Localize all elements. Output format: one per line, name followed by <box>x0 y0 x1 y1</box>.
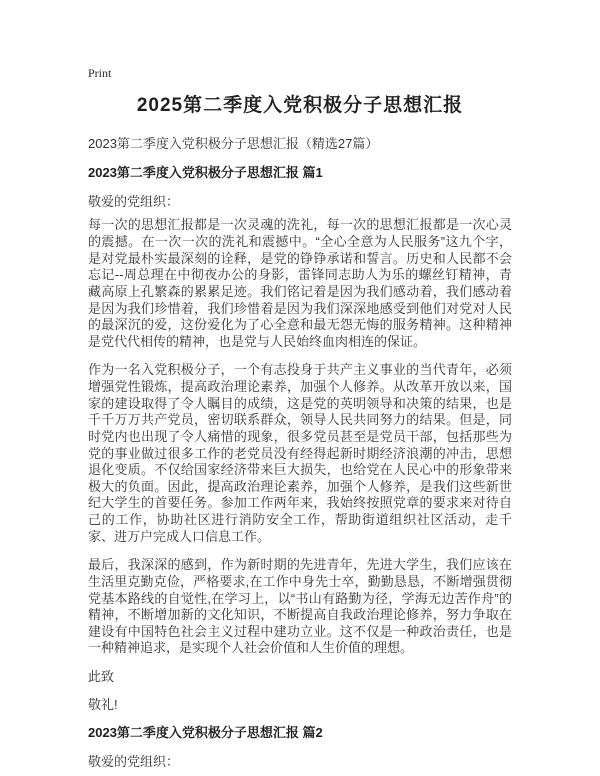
section-1-heading: 2023第二季度入党积极分子思想汇报 篇1 <box>88 164 323 180</box>
page-title: 2025第二季度入党积极分子思想汇报 <box>136 95 464 116</box>
section-2-salutation: 敬爱的党组织： <box>88 753 180 769</box>
section-1-paragraph-1: 每一次的思想汇报都是一次灵魂的洗礼，每一次的思想汇报都是一次心灵的震撼。在一次一次的洗礼和震撼中。“全心全意为人民服务”这九个字，是对党最朴实最深刻的诠释，是党的铮铮承诺和誓言。历史和人民都不会忘记--周总理在中彻夜办公的身影，雷锋同志助人为乐的螺丝钉精神，青藏高原上孔繁森的累累足迹。我们铭记着是因为我们感动着，我们感动着是因为我们珍惜着，我们珍惜着是因为我们深深地感受到他们对党对人民的最深沉的爱，这份爱化为了心全意和最无怨无悔的服务精神。这种精神是党代代相传的精神，也是党与人民始终血肉相连的保证。 <box>88 217 512 349</box>
print-link[interactable]: Print <box>88 66 112 80</box>
section-1-paragraph-2: 作为一名入党积极分子，一个有志投身于共产主义事业的当代青年，必须增强党性锻炼，提高政治理论素养，加强个人修养。从改革开放以来，国家的建设取得了令人瞩目的成绩，这是党的英明领导和决策的结果，也是千千万万共产党员，密切联系群众，领导人民共同努力的结果。但是，同时党内也出现了令人痛惜的现象，很多党员甚至是党员干部，包括那些为党的事业做过很多工作的老党员没有经得起新时期经济浪潮的冲击，思想退化变质。不仅给国家经济带来巨大损失，也给党在人民心中的形象带来极大的负面。因此，提高政治理论素养，加强个人修养，是我们这些新世纪大学生的首要任务。参加工作两年来，我始终按照党章的要求来对待自己的工作，协助社区进行消防安全工作，帮助街道组织社区活动，走千家、进万户完成人口信息工作。 <box>88 362 512 544</box>
section-1-paragraph-3: 最后，我深深的感到，作为新时期的先进青年，先进大学生，我们应该在生活里克勤克俭，严格要求,在工作中身先士卒，勤勤恳恳，不断增强贯彻党基本路线的自觉性,在学习上，以“书山有路勤为径，学海无边苦作舟”的精神，不断增加新的文化知识，不断提高自我政治理论修养，努力争取在建设有中国特色社会主义过程中建功立业。这不仅是一种政治责任，也是一种精神追求，是实现个人社会价值和人生价值的理想。 <box>88 557 512 656</box>
section-1-salutation: 敬爱的党组织： <box>88 193 180 209</box>
section-2-heading: 2023第二季度入党积极分子思想汇报 篇2 <box>88 724 323 740</box>
section-1-salute: 敬礼! <box>88 696 118 712</box>
doc-subtitle: 2023第二季度入党积极分子思想汇报（精选27篇） <box>88 135 379 151</box>
section-1-closing: 此致 <box>88 669 115 685</box>
